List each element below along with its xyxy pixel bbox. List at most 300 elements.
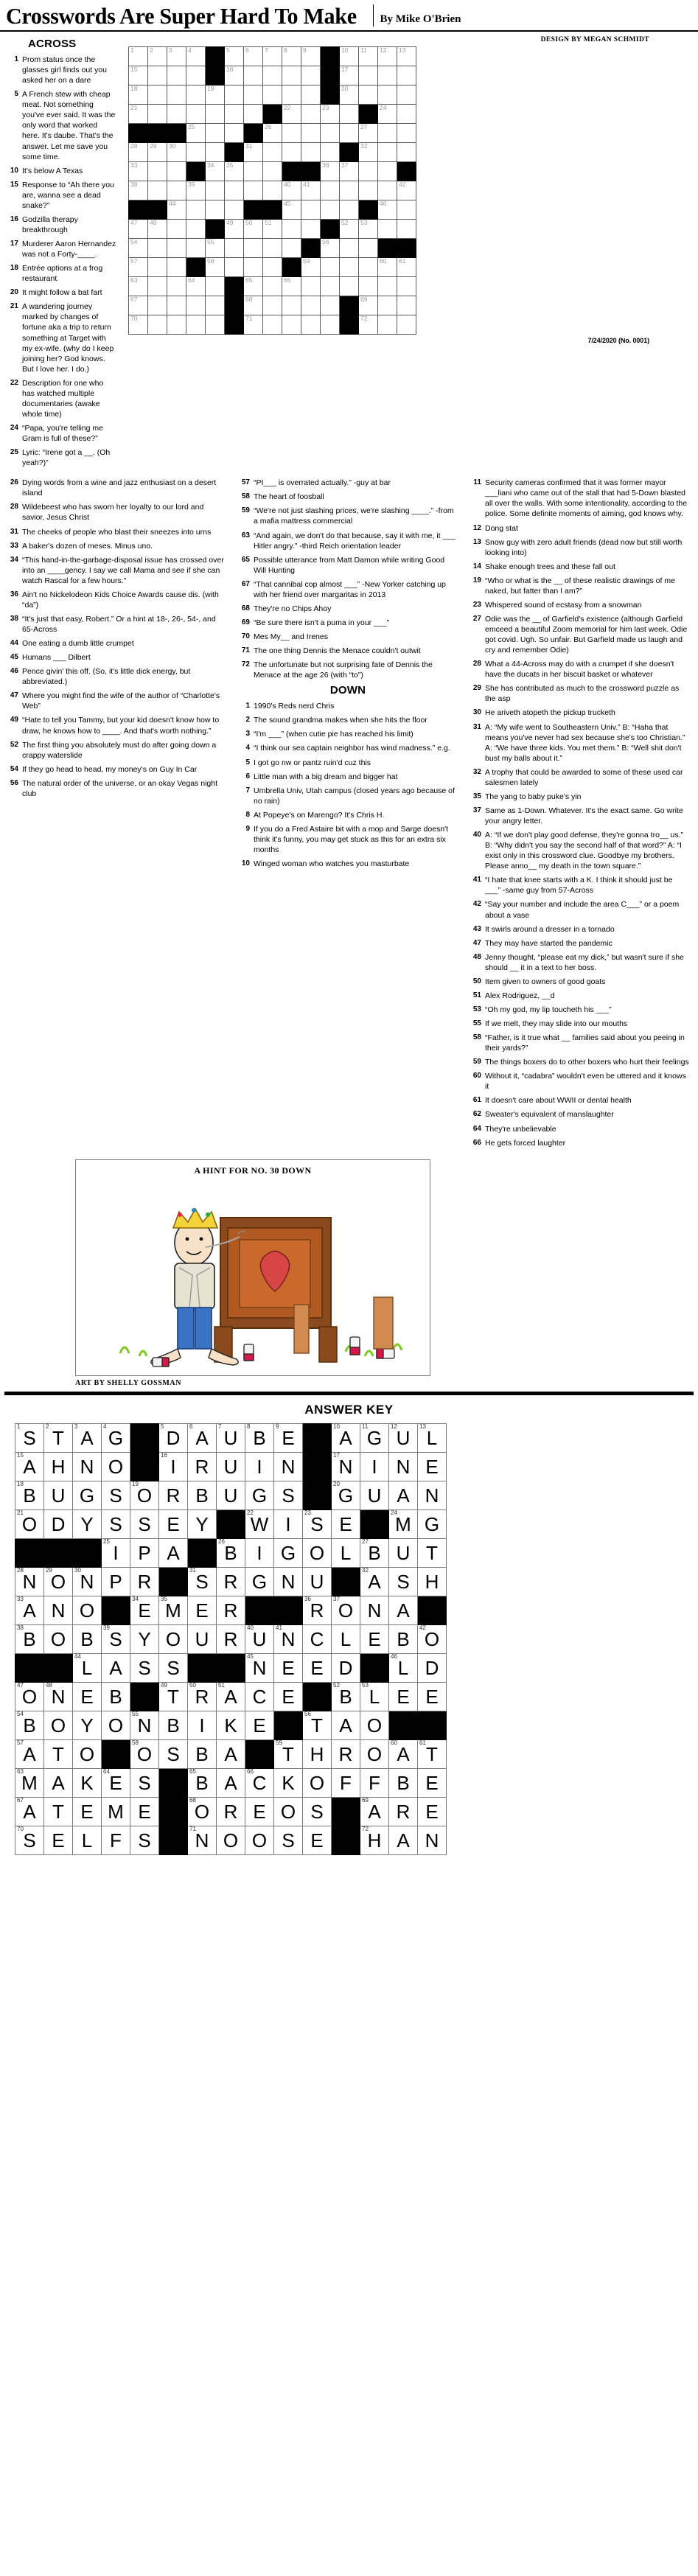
answer-cell (274, 1624, 303, 1653)
across-clue-38[interactable] (6, 614, 227, 635)
grid-cell[interactable] (148, 277, 167, 296)
grid-cell[interactable] (301, 315, 321, 335)
grid-cell[interactable] (244, 143, 263, 162)
grid-cell[interactable] (397, 66, 416, 85)
across-clue-63[interactable] (237, 531, 458, 551)
grid-cell[interactable] (167, 296, 186, 315)
grid-cell[interactable] (282, 47, 301, 66)
across-clue-52[interactable] (6, 740, 227, 761)
grid-cell[interactable] (129, 315, 148, 335)
grid-cell[interactable] (244, 220, 263, 239)
grid-cell[interactable] (225, 85, 244, 105)
grid-cell[interactable] (148, 47, 167, 66)
grid-cell[interactable] (263, 124, 282, 143)
grid-cell[interactable] (186, 85, 206, 105)
grid-cell[interactable] (206, 162, 225, 181)
across-clue-24[interactable] (6, 423, 116, 444)
grid-cell-number: 66 (284, 276, 291, 284)
answer-block (102, 1596, 130, 1624)
down-clue-51[interactable] (469, 991, 690, 1001)
down-clue-13[interactable] (469, 537, 690, 558)
across-clue-26[interactable] (6, 478, 227, 498)
across-clue-68[interactable] (237, 604, 458, 614)
down-clue-59[interactable] (469, 1057, 690, 1067)
down-clue-37[interactable] (469, 806, 690, 826)
grid-cell[interactable] (244, 181, 263, 200)
grid-cell[interactable] (186, 105, 206, 124)
grid-cell[interactable] (225, 181, 244, 200)
grid-cell[interactable] (359, 124, 378, 143)
grid-cell[interactable] (186, 143, 206, 162)
grid-cell[interactable] (148, 239, 167, 258)
grid-cell[interactable] (378, 258, 397, 277)
grid-cell[interactable] (301, 277, 321, 296)
grid-cell[interactable] (206, 143, 225, 162)
grid-cell[interactable] (340, 85, 359, 105)
across-clue-33[interactable] (6, 541, 227, 551)
down-clue-14[interactable] (469, 562, 690, 572)
across-clue-70[interactable] (237, 632, 458, 642)
grid-cell[interactable] (359, 315, 378, 335)
grid-cell[interactable] (282, 239, 301, 258)
grid-cell[interactable] (167, 105, 186, 124)
grid-cell[interactable] (225, 239, 244, 258)
grid-cell[interactable] (129, 105, 148, 124)
across-clue-16[interactable] (6, 214, 116, 235)
grid-cell[interactable] (301, 220, 321, 239)
down-clue-28[interactable] (469, 659, 690, 680)
down-clue-27[interactable] (469, 614, 690, 655)
down-clue-50[interactable] (469, 977, 690, 987)
grid-cell[interactable] (282, 315, 301, 335)
down-clue-55[interactable] (469, 1019, 690, 1029)
grid-cell[interactable] (225, 220, 244, 239)
down-clue-6[interactable] (237, 772, 458, 782)
across-clue-22[interactable] (6, 378, 116, 419)
grid-cell[interactable] (206, 296, 225, 315)
down-clue-42[interactable] (469, 899, 690, 920)
grid-cell[interactable] (340, 124, 359, 143)
grid-cell[interactable] (282, 296, 301, 315)
grid-cell[interactable] (359, 220, 378, 239)
grid-cell-number: 40 (284, 181, 291, 188)
grid-cell[interactable] (340, 105, 359, 124)
answer-row (15, 1711, 447, 1739)
grid-cell[interactable] (359, 258, 378, 277)
answer-cell (389, 1797, 418, 1826)
grid-cell[interactable] (244, 239, 263, 258)
grid-cell[interactable] (301, 181, 321, 200)
down-clue-23[interactable] (469, 600, 690, 610)
grid-cell[interactable] (129, 220, 148, 239)
grid-row (129, 277, 416, 296)
answer-cell-number: 47 (17, 1681, 24, 1689)
grid-cell[interactable] (129, 277, 148, 296)
down-clue-19[interactable] (469, 576, 690, 596)
grid-block (359, 200, 378, 220)
grid-cell[interactable] (301, 124, 321, 143)
grid-cell[interactable] (206, 124, 225, 143)
grid-cell[interactable] (378, 47, 397, 66)
grid-cell[interactable] (301, 143, 321, 162)
across-clue-72[interactable] (237, 660, 458, 680)
down-clue-41[interactable] (469, 875, 690, 896)
grid-cell[interactable] (167, 220, 186, 239)
grid-cell[interactable] (282, 85, 301, 105)
grid-cell[interactable] (282, 124, 301, 143)
grid-cell[interactable] (167, 200, 186, 220)
grid-cell[interactable] (397, 277, 416, 296)
grid-cell[interactable] (186, 296, 206, 315)
grid-cell[interactable] (186, 181, 206, 200)
grid-cell[interactable] (378, 124, 397, 143)
across-clue-25[interactable] (6, 447, 116, 468)
answer-letter: O (136, 1484, 153, 1507)
across-clue-54[interactable] (6, 764, 227, 775)
across-clue-71[interactable] (237, 646, 458, 656)
across-clue-20[interactable] (6, 287, 116, 298)
grid-cell[interactable] (167, 181, 186, 200)
grid-cell[interactable] (282, 200, 301, 220)
grid-cell[interactable] (148, 181, 167, 200)
down-clue-35[interactable] (469, 792, 690, 802)
grid-cell[interactable] (378, 220, 397, 239)
answer-letter: N (281, 1455, 296, 1478)
across-clue-58[interactable] (237, 492, 458, 502)
grid-cell[interactable] (263, 220, 282, 239)
grid-cell[interactable] (359, 47, 378, 66)
grid-cell[interactable] (340, 200, 359, 220)
grid-cell[interactable] (378, 85, 397, 105)
answer-block (245, 1596, 274, 1624)
grid-cell[interactable] (129, 296, 148, 315)
grid-cell[interactable] (225, 200, 244, 220)
across-clue-45[interactable] (6, 652, 227, 663)
grid-cell[interactable] (321, 181, 340, 200)
answer-letter: I (170, 1455, 176, 1478)
across-clue-15[interactable] (6, 180, 116, 211)
across-clue-36[interactable] (6, 590, 227, 610)
grid-cell[interactable] (148, 220, 167, 239)
answer-cell (360, 1768, 389, 1797)
down-clue-60[interactable] (469, 1071, 690, 1092)
across-clue-17[interactable] (6, 239, 116, 259)
across-clue-65[interactable] (237, 555, 458, 576)
grid-cell[interactable] (167, 315, 186, 335)
grid-cell[interactable] (129, 66, 148, 85)
across-clue-28[interactable] (6, 502, 227, 523)
grid-cell[interactable] (282, 220, 301, 239)
grid-cell[interactable] (206, 258, 225, 277)
down-clue-2[interactable] (237, 715, 458, 725)
grid-cell-number: 51 (265, 219, 272, 226)
grid-cell[interactable] (321, 105, 340, 124)
grid-cell[interactable] (263, 66, 282, 85)
grid-cell[interactable] (397, 105, 416, 124)
grid-cell[interactable] (321, 124, 340, 143)
grid-cell[interactable] (397, 85, 416, 105)
grid-cell[interactable] (359, 296, 378, 315)
grid-cell[interactable] (397, 200, 416, 220)
grid-cell[interactable] (378, 162, 397, 181)
grid-cell[interactable] (206, 315, 225, 335)
clue-number: 56 (10, 778, 18, 787)
grid-cell[interactable] (359, 85, 378, 105)
grid-cell[interactable] (263, 239, 282, 258)
grid-cell[interactable] (148, 85, 167, 105)
grid-cell[interactable] (225, 66, 244, 85)
grid-cell[interactable] (129, 258, 148, 277)
grid-cell[interactable] (129, 239, 148, 258)
grid-cell[interactable] (206, 239, 225, 258)
grid-cell[interactable] (148, 66, 167, 85)
grid-cell[interactable] (148, 105, 167, 124)
grid-cell[interactable] (186, 200, 206, 220)
down-clue-61[interactable] (469, 1095, 690, 1106)
across-clue-67[interactable] (237, 579, 458, 600)
grid-cell[interactable] (148, 162, 167, 181)
answer-letter: P (109, 1570, 122, 1593)
grid-cell[interactable] (244, 47, 263, 66)
across-clue-18[interactable] (6, 263, 116, 284)
grid-cell[interactable] (206, 277, 225, 296)
grid-cell[interactable] (359, 181, 378, 200)
answer-cell-number: 41 (276, 1624, 282, 1631)
down-clue-62[interactable] (469, 1109, 690, 1120)
grid-cell[interactable] (301, 66, 321, 85)
down-clue-66[interactable] (469, 1138, 690, 1148)
grid-cell[interactable] (378, 296, 397, 315)
across-clue-57[interactable] (237, 478, 458, 488)
down-clue-30[interactable] (469, 708, 690, 718)
grid-cell[interactable] (359, 143, 378, 162)
down-clue-40[interactable] (469, 830, 690, 871)
grid-cell[interactable] (359, 66, 378, 85)
grid-cell[interactable] (167, 239, 186, 258)
grid-cell[interactable] (129, 143, 148, 162)
grid-cell[interactable] (321, 277, 340, 296)
grid-cell[interactable] (397, 315, 416, 335)
grid-cell[interactable] (167, 66, 186, 85)
down-clue-64[interactable] (469, 1124, 690, 1134)
grid-cell[interactable] (167, 277, 186, 296)
grid-cell[interactable] (301, 85, 321, 105)
across-clue-46[interactable] (6, 666, 227, 687)
grid-cell-number: 58 (207, 257, 214, 265)
grid-cell[interactable] (397, 258, 416, 277)
down-clue-12[interactable] (469, 523, 690, 534)
grid-cell[interactable] (244, 105, 263, 124)
across-clue-21[interactable] (6, 301, 116, 374)
down-clue-32[interactable] (469, 767, 690, 788)
down-clue-31[interactable] (469, 722, 690, 764)
grid-cell[interactable] (397, 296, 416, 315)
grid-cell[interactable] (263, 162, 282, 181)
grid-cell[interactable] (321, 143, 340, 162)
grid-cell[interactable] (340, 258, 359, 277)
grid-cell[interactable] (340, 66, 359, 85)
down-clue-43[interactable] (469, 924, 690, 935)
down-clue-4[interactable] (237, 743, 458, 753)
grid-cell[interactable] (397, 124, 416, 143)
grid-cell[interactable] (321, 239, 340, 258)
grid-cell[interactable] (340, 239, 359, 258)
grid-cell[interactable] (206, 200, 225, 220)
grid-cell[interactable] (186, 47, 206, 66)
grid-cell[interactable] (378, 277, 397, 296)
grid-cell[interactable] (263, 143, 282, 162)
down-clue-5[interactable] (237, 758, 458, 768)
grid-cell[interactable] (186, 66, 206, 85)
grid-cell[interactable] (301, 105, 321, 124)
grid-cell[interactable] (301, 296, 321, 315)
grid-cell[interactable] (340, 181, 359, 200)
grid-cell[interactable] (378, 105, 397, 124)
answer-letter: I (113, 1541, 119, 1564)
grid-cell[interactable] (225, 105, 244, 124)
grid-cell[interactable] (321, 200, 340, 220)
grid-cell[interactable] (167, 162, 186, 181)
grid-cell[interactable] (359, 239, 378, 258)
grid-cell[interactable] (263, 296, 282, 315)
grid-cell[interactable] (263, 181, 282, 200)
across-clue-5[interactable] (6, 89, 116, 161)
clue-text: “Hate to tell you Tammy, but your kid doesn't know how to draw, he knows how to ____. And that's worth nothing.” (22, 716, 220, 736)
across-clue-59[interactable] (237, 506, 458, 526)
grid-cell[interactable] (282, 277, 301, 296)
grid-cell[interactable] (359, 277, 378, 296)
grid-cell[interactable] (206, 85, 225, 105)
answer-letter: B (109, 1685, 122, 1708)
grid-cell[interactable] (186, 239, 206, 258)
down-clue-58[interactable] (469, 1033, 690, 1053)
across-clue-44[interactable] (6, 638, 227, 649)
grid-cell[interactable] (263, 47, 282, 66)
grid-cell[interactable] (148, 296, 167, 315)
grid-cell[interactable] (378, 315, 397, 335)
grid-cell[interactable] (321, 162, 340, 181)
down-clue-3[interactable] (237, 729, 458, 739)
grid-cell[interactable] (340, 277, 359, 296)
grid-cell[interactable] (301, 47, 321, 66)
grid-cell[interactable] (129, 85, 148, 105)
grid-cell[interactable] (301, 200, 321, 220)
across-clue-49[interactable] (6, 715, 227, 736)
grid-cell[interactable] (321, 296, 340, 315)
grid-cell[interactable] (244, 85, 263, 105)
grid-cell[interactable] (301, 258, 321, 277)
answer-row (15, 1797, 447, 1826)
grid-cell[interactable] (244, 162, 263, 181)
down-clue-9[interactable] (237, 824, 458, 855)
down-clue-10[interactable] (237, 859, 458, 869)
grid-cell[interactable] (244, 315, 263, 335)
down-clue-7[interactable] (237, 786, 458, 806)
answer-cell (130, 1653, 159, 1682)
grid-cell[interactable] (148, 315, 167, 335)
across-clue-56[interactable] (6, 778, 227, 799)
grid-cell[interactable] (167, 47, 186, 66)
grid-cell[interactable] (167, 258, 186, 277)
grid-cell[interactable] (263, 85, 282, 105)
grid-cell[interactable] (282, 105, 301, 124)
grid-cell[interactable] (129, 47, 148, 66)
grid-cell[interactable] (340, 162, 359, 181)
down-clue-48[interactable] (469, 952, 690, 973)
grid-cell[interactable] (225, 258, 244, 277)
grid-cell[interactable] (244, 296, 263, 315)
grid-cell[interactable] (282, 143, 301, 162)
across-clue-1[interactable] (6, 55, 116, 85)
down-clue-47[interactable] (469, 938, 690, 949)
grid-cell[interactable] (186, 315, 206, 335)
grid-cell[interactable] (148, 143, 167, 162)
grid-cell[interactable] (167, 85, 186, 105)
across-clue-10[interactable] (6, 166, 116, 176)
answer-cell (44, 1452, 73, 1481)
grid-cell[interactable] (225, 124, 244, 143)
crossword-grid[interactable] (128, 46, 416, 335)
across-clue-34[interactable] (6, 555, 227, 586)
down-clue-53[interactable] (469, 1005, 690, 1015)
down-clue-29[interactable] (469, 683, 690, 704)
across-clue-69[interactable] (237, 618, 458, 628)
grid-cell[interactable] (186, 277, 206, 296)
grid-cell[interactable] (282, 181, 301, 200)
across-clue-31[interactable] (6, 527, 227, 537)
grid-cell[interactable] (206, 181, 225, 200)
grid-cell[interactable] (282, 66, 301, 85)
down-clue-1[interactable] (237, 701, 458, 711)
grid-cell[interactable] (397, 220, 416, 239)
grid-cell[interactable] (244, 277, 263, 296)
clue-text: The heart of foosball (254, 492, 324, 502)
grid-cell[interactable] (340, 220, 359, 239)
grid-cell[interactable] (129, 162, 148, 181)
grid-cell[interactable] (263, 315, 282, 335)
grid-cell[interactable] (378, 200, 397, 220)
grid-cell[interactable] (263, 277, 282, 296)
grid-cell[interactable] (225, 47, 244, 66)
grid-cell[interactable] (225, 162, 244, 181)
grid-cell[interactable] (397, 47, 416, 66)
answer-row (15, 1481, 447, 1509)
grid-cell[interactable] (244, 66, 263, 85)
grid-cell[interactable] (129, 181, 148, 200)
grid-cell[interactable] (167, 143, 186, 162)
grid-cell[interactable] (321, 315, 340, 335)
answer-letter: F (369, 1771, 380, 1794)
down-clue-11[interactable] (469, 478, 690, 519)
grid-cell[interactable] (186, 124, 206, 143)
grid-cell[interactable] (378, 143, 397, 162)
grid-cell[interactable] (340, 47, 359, 66)
grid-cell[interactable] (148, 258, 167, 277)
grid-cell[interactable] (378, 181, 397, 200)
grid-cell[interactable] (263, 258, 282, 277)
down-clue-8[interactable] (237, 810, 458, 820)
grid-cell[interactable] (359, 162, 378, 181)
grid-cell[interactable] (186, 220, 206, 239)
across-clue-47[interactable] (6, 691, 227, 711)
grid-cell[interactable] (206, 105, 225, 124)
grid-cell[interactable] (397, 181, 416, 200)
grid-cell[interactable] (244, 258, 263, 277)
grid-cell[interactable] (378, 66, 397, 85)
grid-cell[interactable] (321, 258, 340, 277)
answer-row (15, 1826, 447, 1854)
grid-cell[interactable] (397, 143, 416, 162)
